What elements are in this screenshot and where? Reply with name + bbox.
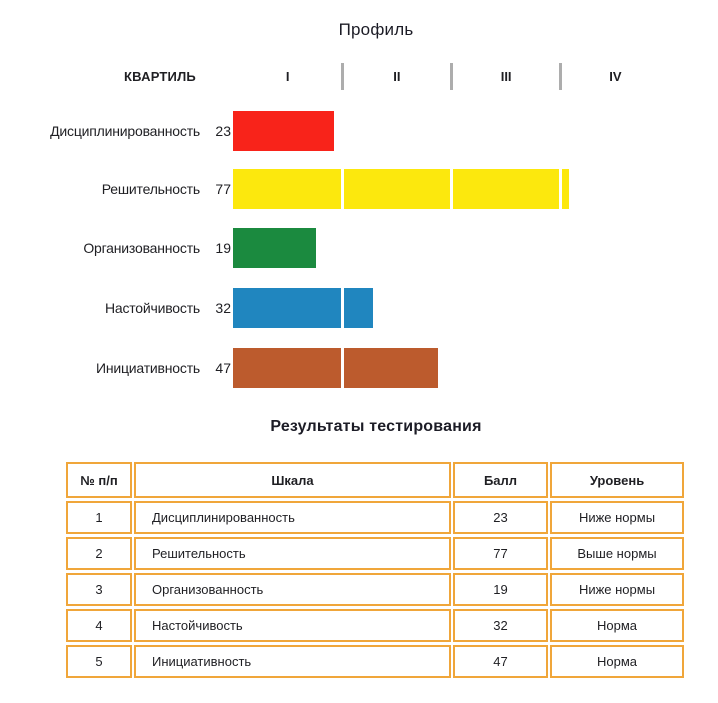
table-row: [66, 537, 684, 570]
table-cell-score: 32: [453, 609, 548, 642]
bar-row-4: [0, 288, 718, 328]
table-row: [66, 501, 684, 534]
table-cell-scale: Инициативность: [134, 645, 451, 678]
bar-segment: [233, 169, 341, 209]
quartile-tick: [450, 63, 453, 90]
bar-label: Дисциплинированность: [50, 123, 200, 139]
table-header-cell-4: Уровень: [550, 462, 684, 498]
bar-segment: [233, 228, 316, 268]
table-row: [66, 573, 684, 606]
bar-segment: [344, 169, 450, 209]
table-header-cell-3: Балл: [453, 462, 548, 498]
table-cell-scale: Организованность: [134, 573, 451, 606]
bar-label: Организованность: [83, 240, 200, 256]
quartile-label-2: II: [393, 69, 401, 84]
bar-segment: [233, 348, 341, 388]
bar-label: Настойчивость: [104, 300, 200, 316]
bar-row-5: [0, 348, 718, 388]
bar-track: [233, 111, 670, 151]
table-header-cell-2: Шкала: [134, 462, 451, 498]
bar-row-3: [0, 228, 718, 268]
results-title: Результаты тестирования: [270, 418, 482, 435]
bar-row-2: [0, 169, 718, 209]
table-cell-num: 1: [66, 501, 132, 534]
table-cell-level: Норма: [550, 645, 684, 678]
table-header-cell-1: № п/п: [66, 462, 132, 498]
table-cell-scale: Настойчивость: [134, 609, 451, 642]
bar-segment: [233, 288, 341, 328]
table-row: [66, 645, 684, 678]
table-cell-num: 2: [66, 537, 132, 570]
table-cell-score: 23: [453, 501, 548, 534]
table-cell-scale: Решительность: [134, 537, 451, 570]
table-cell-level: Выше нормы: [550, 537, 684, 570]
bar-track: [233, 288, 670, 328]
table-cell-score: 77: [453, 537, 548, 570]
quartile-tick: [341, 63, 344, 90]
bar-value: 47: [215, 360, 231, 376]
bar-value: 19: [215, 240, 231, 256]
chart-title: Профиль: [338, 20, 414, 39]
bar-segment: [453, 169, 559, 209]
bar-label: Решительность: [101, 181, 200, 197]
table-cell-score: 19: [453, 573, 548, 606]
table-cell-num: 3: [66, 573, 132, 606]
table-cell-level: Ниже нормы: [550, 501, 684, 534]
bar-track: [233, 169, 670, 209]
bar-track: [233, 348, 670, 388]
table-cell-level: Норма: [550, 609, 684, 642]
quartile-label-4: IV: [609, 69, 622, 84]
results-table: [64, 459, 686, 681]
quartile-label-3: III: [500, 69, 512, 84]
bar-label: Инициативность: [95, 360, 200, 376]
bar-segment: [344, 348, 439, 388]
bar-row-1: [0, 111, 718, 151]
table-cell-score: 47: [453, 645, 548, 678]
bar-value: 32: [215, 300, 231, 316]
table-body: [66, 501, 684, 678]
bar-segment: [344, 288, 373, 328]
quartile-tick: [559, 63, 562, 90]
bar-segment: [233, 111, 334, 151]
quartile-axis: [233, 63, 670, 90]
quartile-axis-label: КВАРТИЛЬ: [124, 69, 196, 84]
quartile-label-1: I: [285, 69, 290, 84]
table-cell-num: 4: [66, 609, 132, 642]
table-row: [66, 609, 684, 642]
bar-track: [233, 228, 670, 268]
bar-value: 23: [215, 123, 231, 139]
table-cell-level: Ниже нормы: [550, 573, 684, 606]
bar-value: 77: [215, 181, 231, 197]
table-header-row: [66, 462, 684, 498]
bar-segment: [562, 169, 569, 209]
table-cell-scale: Дисциплинированность: [134, 501, 451, 534]
table-cell-num: 5: [66, 645, 132, 678]
